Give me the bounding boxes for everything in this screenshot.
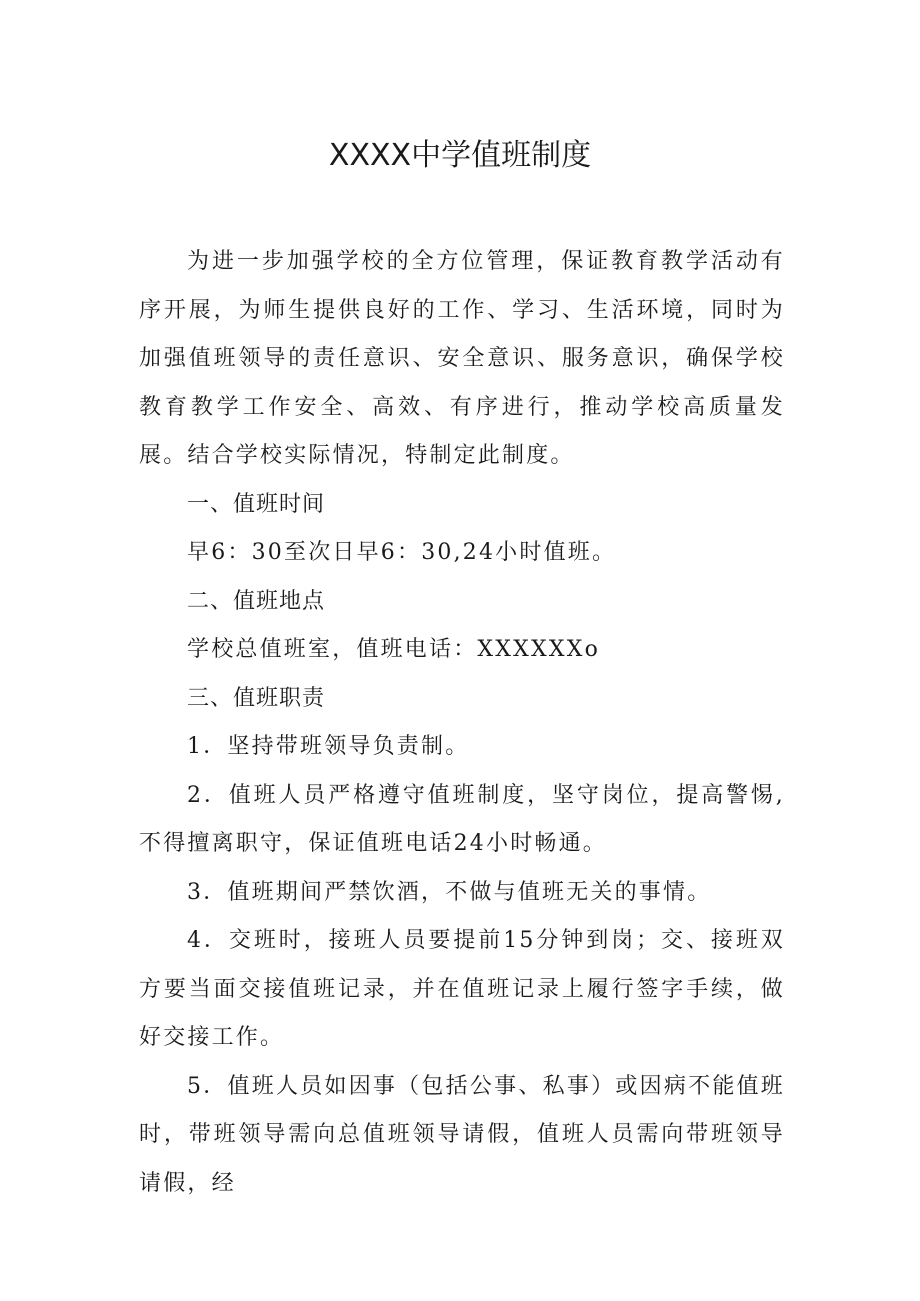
- section-heading-duty-responsibilities: 三、值班职责: [187, 685, 326, 711]
- intro-paragraph: 为进一步加强学校的全方位管理，保证教育教学活动有序开展，为师生提供良好的工作、学习、生活环境，同时为加强值班领导的责任意识、安全意识、服务意识，确保学校教育教学工作安全、高效、有序进行，推动学校高质量发展。结合学校实际情况，特制定此制度。: [139, 249, 785, 468]
- responsibility-item-3: 3．值班期间严禁饮酒，不做与值班无关的事情。: [187, 879, 712, 905]
- section-heading-duty-location: 二、值班地点: [187, 588, 326, 614]
- duty-location-text: 学校总值班室，值班电话：XXXXXXo: [187, 637, 601, 662]
- responsibility-item-1: 1．坚持带班领导负责制。: [187, 734, 470, 759]
- responsibility-item-2: 2．值班人员严格遵守值班制度，坚守岗位，提高警惕,不得擅离职守，保证值班电话24小时畅通。: [139, 782, 785, 856]
- document-title: XXXX中学值班制度: [328, 138, 592, 173]
- document-body: [139, 238, 785, 1208]
- responsibility-item-5: 5．值班人员如因事（包括公事、私事）或因病不能值班时，带班领导需向总值班领导请假，值班人员需向带班领导请假，经: [139, 1073, 785, 1196]
- responsibility-item-4: 4．交班时，接班人员要提前15分钟到岗；交、接班双方要当面交接值班记录，并在值班记录上履行签字手续，做好交接工作。: [139, 928, 785, 1050]
- section-heading-duty-time: 一、值班时间: [187, 491, 326, 517]
- duty-time-text: 早6：30至次日早6：30,24小时值班。: [187, 540, 617, 565]
